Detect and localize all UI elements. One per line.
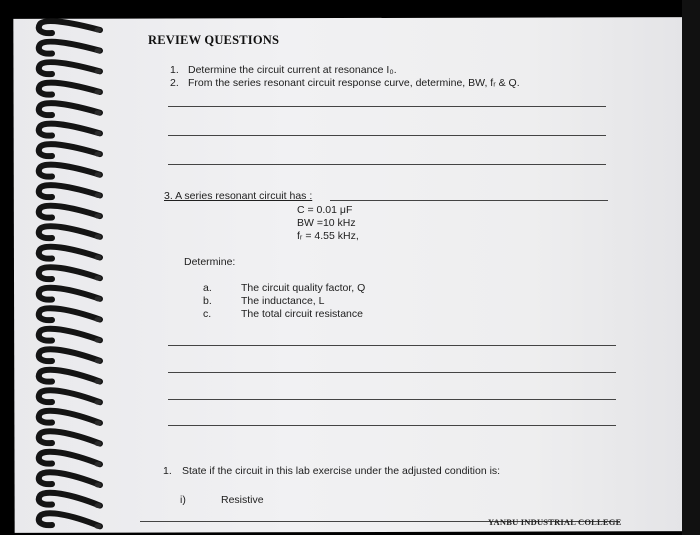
spiral-coil: [39, 124, 100, 136]
spiral-coil: [39, 493, 100, 506]
college-footer: YANBU INDUSTRIAL COLLEGE: [488, 517, 622, 527]
binding-hole: [95, 503, 102, 508]
given-resonant-frequency: fᵣ = 4.55 kHz,: [297, 230, 359, 242]
spiral-coil: [39, 83, 100, 95]
binding-hole: [95, 338, 102, 343]
spiral-coil: [39, 349, 100, 361]
item-b-letter: b.: [203, 295, 212, 307]
spiral-coil: [39, 308, 100, 320]
spiral-coil: [39, 513, 100, 526]
answer-line: [168, 425, 616, 426]
header-underline: [330, 200, 608, 201]
binding-hole: [95, 482, 102, 487]
binding-hole: [95, 234, 102, 239]
spiral-coil: [39, 226, 100, 238]
answer-line: [168, 106, 606, 107]
binding-hole: [95, 524, 102, 529]
sub-question-text: Resistive: [221, 494, 264, 506]
state-question-number: 1.: [163, 465, 172, 477]
spiral-coil: [39, 370, 100, 382]
spiral-coil: [39, 329, 100, 341]
binding-hole: [95, 358, 102, 363]
binding-hole: [95, 48, 102, 53]
answer-line: [168, 164, 606, 165]
page-title: REVIEW QUESTIONS: [148, 33, 280, 47]
determine-label: Determine:: [184, 256, 236, 268]
spiral-coil: [39, 103, 100, 115]
item-a-text: The circuit quality factor, Q: [241, 282, 366, 294]
binding-hole: [95, 296, 102, 301]
binding-hole: [95, 152, 102, 157]
binding-hole: [95, 255, 102, 260]
state-question-text: State if the circuit in this lab exercise under the adjusted condition is:: [182, 465, 501, 477]
spiral-coil: [39, 42, 100, 54]
question-3-header: 3. A series resonant circuit has :: [164, 190, 313, 202]
binding-hole: [95, 379, 102, 384]
binding-hole: [95, 90, 102, 95]
worksheet-page: [13, 17, 700, 533]
spiral-coil: [39, 452, 100, 465]
spiral-coil: [39, 267, 100, 279]
spiral-coil: [39, 206, 100, 218]
binding-hole: [95, 28, 102, 33]
spiral-coil: [39, 390, 100, 402]
given-capacitance: C = 0.01 μF: [297, 204, 353, 216]
answer-line: [168, 135, 606, 136]
binding-hole: [95, 214, 102, 219]
question-2-number: 2.: [170, 77, 179, 89]
spiral-coil: [39, 144, 100, 156]
question-1-number: 1.: [170, 64, 179, 76]
binding-hole: [95, 193, 102, 198]
binding-hole: [95, 172, 102, 177]
item-c-text: The total circuit resistance: [241, 308, 363, 320]
spiral-coil: [39, 62, 100, 74]
spiral-coil: [39, 288, 100, 300]
item-c-letter: c.: [203, 308, 212, 320]
spiral-binding: [0, 14, 110, 534]
binding-hole: [95, 110, 102, 115]
answer-line: [168, 372, 616, 373]
spiral-coil: [39, 472, 100, 485]
binding-hole: [95, 441, 102, 446]
binding-hole: [95, 276, 102, 281]
question-1-text: Determine the circuit current at resonance I₀.: [188, 64, 397, 76]
binding-hole: [95, 420, 102, 425]
spiral-coil: [39, 247, 100, 259]
given-bandwidth: BW =10 kHz: [297, 217, 356, 229]
binding-hole: [95, 69, 102, 74]
question-2-text: From the series resonant circuit response curve, determine, BW, fᵣ & Q.: [188, 77, 520, 89]
spiral-coil: [39, 411, 100, 423]
spiral-coil: [39, 185, 100, 197]
answer-line: [168, 399, 616, 400]
item-b-text: The inductance, L: [241, 295, 325, 307]
page-shadow-edge: [682, 0, 700, 535]
binding-hole: [95, 317, 102, 322]
item-a-letter: a.: [203, 282, 212, 294]
binding-hole: [95, 462, 102, 467]
answer-line: [168, 345, 616, 346]
spiral-coil: [39, 431, 100, 443]
spiral-coil: [39, 21, 100, 33]
spiral-coil: [39, 165, 100, 177]
binding-hole: [95, 400, 102, 405]
binding-hole: [95, 131, 102, 136]
sub-question-number: i): [180, 494, 186, 506]
